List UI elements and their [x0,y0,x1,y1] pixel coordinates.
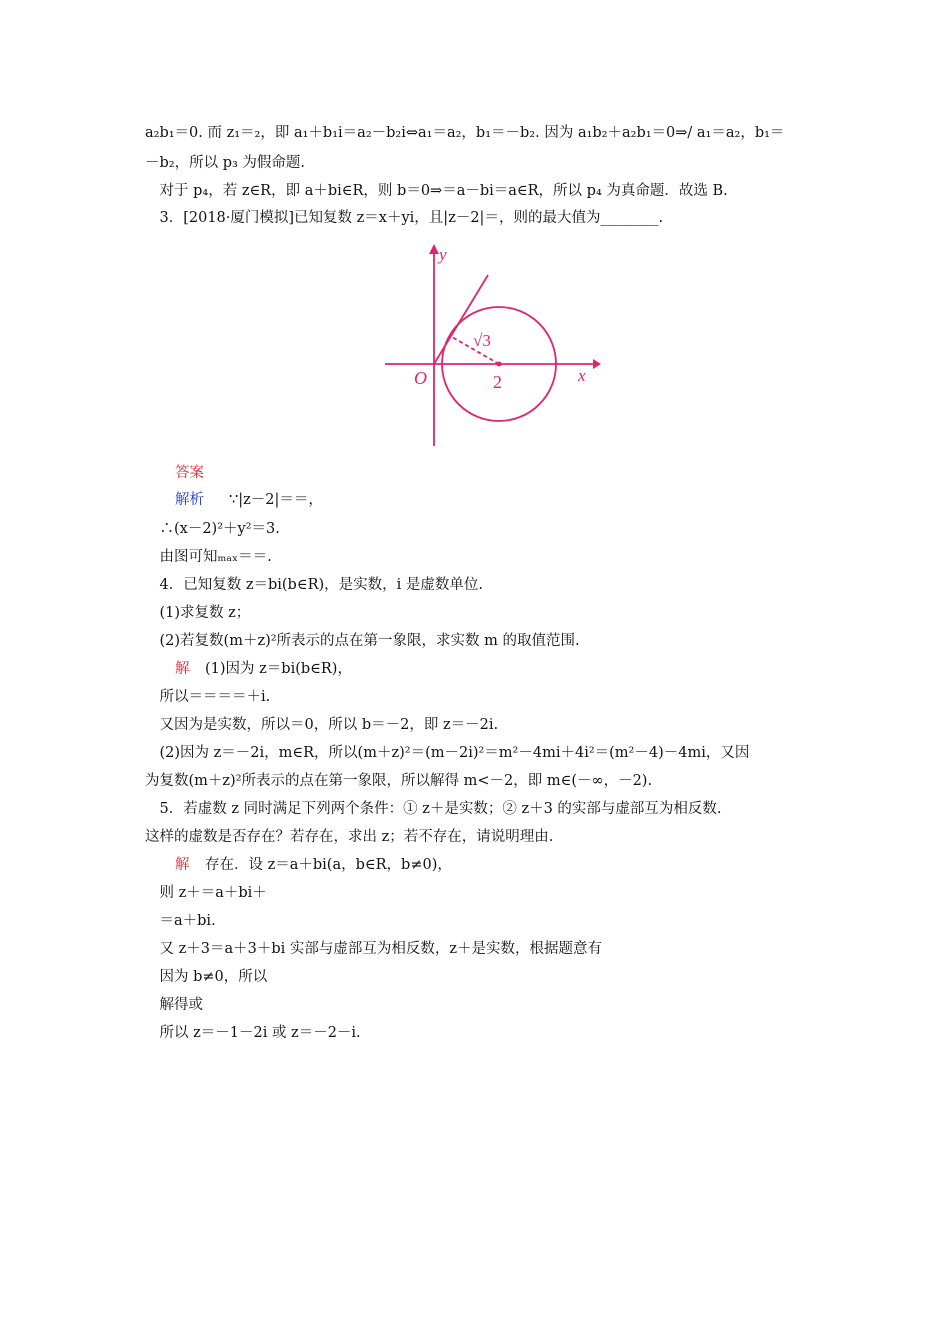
solution-4-line-2: 所以＝＝＝＝＋i. [145,689,271,705]
solution-4-line-5: 为复数(m＋z)²所表示的点在第一象限，所以解得 m<－2，即 m∈(－∞，－2). [145,773,653,789]
x-axis-arrow [593,359,601,369]
analysis-text: ∵|z－2|＝＝， [229,492,323,508]
solution-5-line-3: ＝a＋bi. [145,913,216,929]
text-line-2: －b₂，所以 p₃ 为假命题. [145,155,306,171]
solution-4-line-4: (2)因为 z＝－2i，m∈R，所以(m＋z)²＝(m－2i)²＝m²－4mi＋4i²＝(m²－4)－4mi，又因 [145,745,750,761]
y-axis-arrow [429,244,439,254]
analysis-label: 解析 [175,492,204,508]
origin-label: O [414,368,427,388]
radius-label: √3 [473,331,491,350]
problem-3-statement: 3．[2018·厦门模拟]已知复数 z＝x＋yi，且|z－2|＝，则的最大值为________. [145,210,664,226]
y-axis-label: y [439,245,447,264]
analysis-line-3: 由图可知ₘₐₓ＝＝. [145,549,272,565]
problem-4-part-1: (1)求复数 z； [145,605,251,621]
solution-5-line-2: 则 z＋＝a＋bi＋ [145,885,267,901]
solution-4-line-3: 又因为是实数，所以＝0，所以 b＝－2，即 z＝－2i. [145,717,499,733]
problem-4-statement: 4．已知复数 z＝bi(b∈R)，是实数，i 是虚数单位. [145,577,483,593]
analysis-line-2: ∴(x－2)²＋y²＝3. [145,521,280,537]
solution-5-text: 存在．设 z＝a＋bi(a，b∈R，b≠0)， [205,857,452,873]
solution-5-line-5: 因为 b≠0，所以 [145,969,268,985]
solution-label-2: 解 [175,857,190,873]
text-line-3: 对于 p₄，若 z∈R，即 a＋bi∈R，则 b＝0⇒＝a－bi＝a∈R，所以 p₄ 为真命题．故选 B. [145,183,728,199]
text-line-1: a₂b₁＝0. 而 z₁＝₂，即 a₁＋b₁i＝a₂－b₂i⇔a₁＝a₂，b₁＝－b₂. 因为 a₁b₂＋a₂b₁＝0⇒/ a₁＝a₂，b₁＝ [145,125,785,141]
center-label: 2 [493,372,502,392]
circle-figure [383,238,603,460]
solution-5-line-7: 所以 z＝－1－2i 或 z＝－2－i. [145,1025,361,1041]
x-axis-label: x [578,366,586,385]
problem-5-statement-1: 5．若虚数 z 同时满足下列两个条件：① z＋是实数；② z＋3 的实部与虚部互为相反数. [145,801,722,817]
solution-4-text: (1)因为 z＝bi(b∈R)， [205,661,352,677]
center-point [497,362,502,367]
problem-4-part-2: (2)若复数(m＋z)²所表示的点在第一象限，求实数 m 的取值范围. [145,633,580,649]
solution-label: 解 [175,661,190,677]
tangent-line [434,275,488,364]
solution-5-line-6: 解得或 [145,997,203,1013]
solution-5-line-4: 又 z＋3＝a＋3＋bi 实部与虚部互为相反数，z＋是实数，根据题意有 [145,941,603,957]
problem-5-statement-2: 这样的虚数是否存在？若存在，求出 z；若不存在，请说明理由. [145,829,554,845]
answer-label: 答案 [175,465,204,481]
